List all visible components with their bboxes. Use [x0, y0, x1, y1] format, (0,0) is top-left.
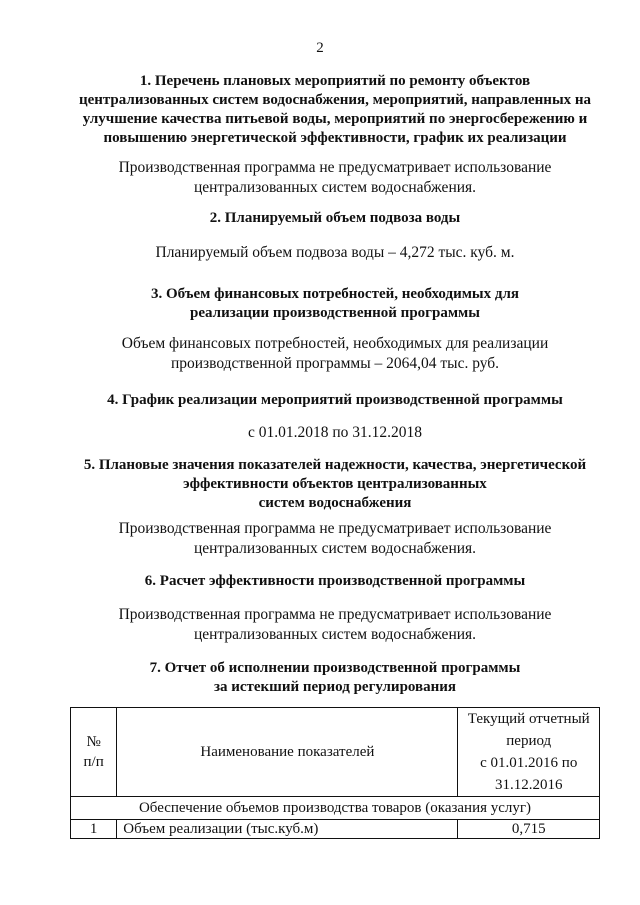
text-line: с 01.01.2018 по 31.12.2018 [247, 424, 423, 441]
group-title-cell: Обеспечение объемов производства товаров (оказания услуг) [71, 797, 600, 820]
heading-line: 1. Перечень плановых мероприятий по ремонту объектов [139, 73, 531, 89]
heading-line: 3. Объем финансовых потребностей, необходимых для [150, 286, 520, 302]
heading-line: улучшение качества питьевой воды, мероприятий по энергосбережению и [82, 111, 588, 127]
section-4-text [60, 423, 610, 443]
row-value-cell: 0,715 [458, 820, 600, 839]
heading-line: 5. Плановые значения показателей надежности, качества, энергетической [83, 457, 587, 473]
heading-line: централизованных систем водоснабжения, мероприятий, направленных на [78, 92, 592, 108]
heading-line: реализации производственной программы [190, 305, 480, 321]
row-name-cell: Объем реализации (тыс.куб.м) [117, 820, 458, 839]
page-number: 2 [316, 40, 324, 56]
header-period-line: Текущий отчетный [467, 711, 590, 727]
text-line: производственной программы – 2064,04 тыс. руб. [170, 355, 500, 372]
text-line: Производственная программа не предусматривает использование [118, 606, 552, 623]
section-3-heading [60, 285, 610, 323]
header-period-cell [458, 708, 600, 797]
section-5-text [60, 519, 610, 559]
section-4-heading [60, 391, 610, 410]
heading-line: 2. Планируемый объем подвоза воды [209, 210, 461, 226]
section-7-heading [60, 659, 610, 697]
heading-line: 4. График реализации мероприятий производственной программы [107, 392, 563, 408]
header-period-line: 31.12.2016 [494, 777, 563, 793]
text-line: централизованных систем водоснабжения. [193, 626, 477, 643]
report-table [70, 707, 600, 839]
header-period-line: с 01.01.2016 по [480, 755, 578, 771]
text-line: централизованных систем водоснабжения. [193, 540, 477, 557]
section-2-heading [60, 209, 610, 228]
text-line: Планируемый объем подвоза воды – 4,272 тыс. куб. м. [155, 244, 515, 261]
table-header-row [71, 708, 600, 797]
heading-line: повышению энергетической эффективности, график их реализации [103, 130, 567, 146]
text-line: Производственная программа не предусматривает использование [118, 520, 552, 537]
section-6-heading [60, 572, 610, 591]
section-5-heading [60, 456, 610, 513]
header-number-line: п/п [83, 754, 104, 770]
section-1-heading [60, 72, 610, 148]
heading-line: эффективности объектов централизованных [183, 476, 487, 492]
heading-line: 7. Отчет об исполнении производственной программы [149, 660, 521, 676]
text-line: Производственная программа не предусматривает использование [118, 159, 552, 176]
heading-line: систем водоснабжения [258, 495, 412, 511]
header-number-cell [71, 708, 117, 797]
section-2-text [60, 243, 610, 263]
text-line: Объем финансовых потребностей, необходимых для реализации [121, 335, 549, 352]
table-group-row [71, 797, 600, 820]
heading-line: 6. Расчет эффективности производственной программы [144, 573, 526, 589]
section-6-text [60, 605, 610, 645]
header-period-line: период [506, 733, 552, 749]
section-1-text [60, 158, 610, 198]
text-line: централизованных систем водоснабжения. [193, 179, 477, 196]
header-number-line: № [86, 734, 101, 750]
table-row [71, 820, 600, 839]
header-name-cell: Наименование показателей [117, 708, 458, 797]
section-3-text [60, 334, 610, 374]
heading-line: за истекший период регулирования [213, 679, 457, 695]
row-number-cell: 1 [71, 820, 117, 839]
